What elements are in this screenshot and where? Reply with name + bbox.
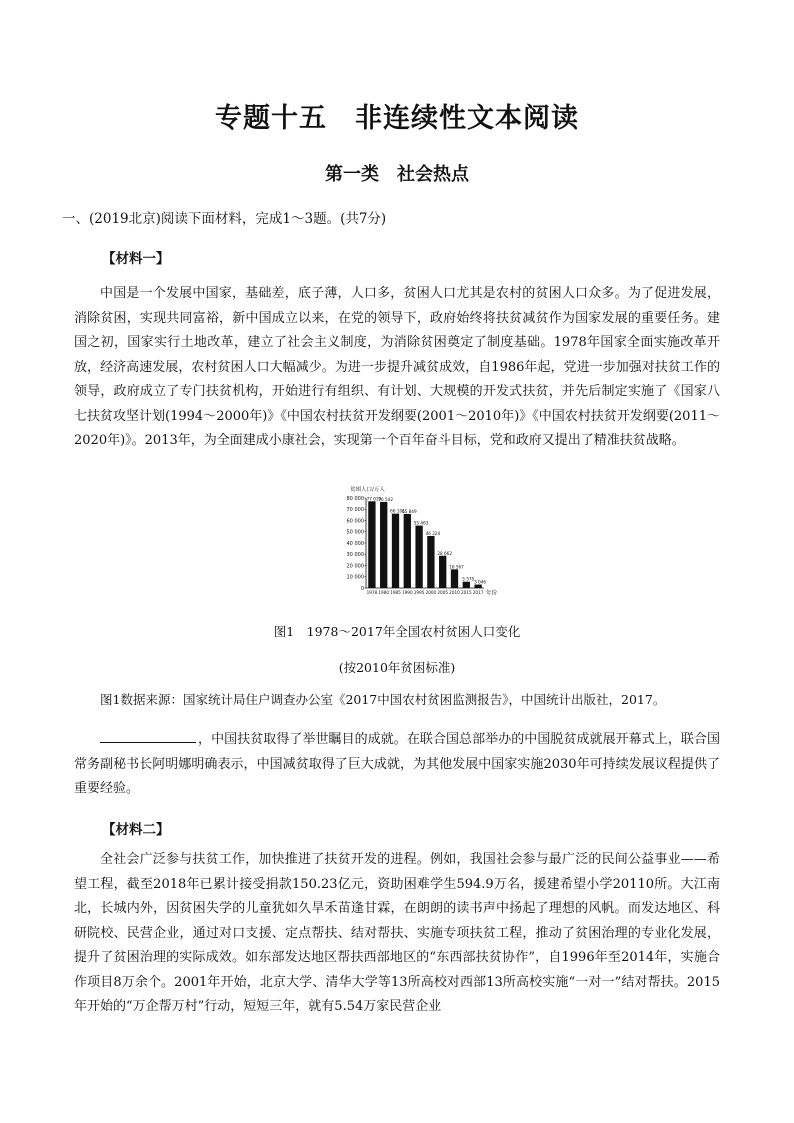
x-tick-label-1985: 1985 <box>390 590 401 595</box>
material1-paragraph2 <box>74 728 720 802</box>
x-tick-label-2015: 2015 <box>460 590 472 595</box>
y-tick-label: 30 000 <box>346 552 364 559</box>
bar-2000 <box>427 536 434 588</box>
poverty-chart <box>338 484 508 600</box>
bar-1990 <box>404 514 411 588</box>
y-tick-label: 10 000 <box>346 574 364 581</box>
x-tick-label-2017: 2017 <box>472 590 484 595</box>
bar-1985 <box>392 514 399 588</box>
page-subtitle: 第一类 社会热点 <box>325 164 469 185</box>
material2-label: 【材料二】 <box>102 822 170 838</box>
y-tick-label: 60 000 <box>346 518 364 525</box>
y-axis-title: 贫困人口/万人 <box>350 487 385 493</box>
x-tick-label-2010: 2010 <box>449 590 460 595</box>
data-label-2015: 5 575 <box>462 576 475 582</box>
data-label-2005: 28 662 <box>437 550 453 556</box>
data-label-1980: 76 542 <box>378 496 394 502</box>
y-tick-label: 50 000 <box>346 529 364 536</box>
data-label-1985: 66 101 <box>390 508 405 514</box>
y-tick-label: 40 000 <box>346 540 364 547</box>
figure-caption-note: (按2010年贫困标准) <box>338 660 456 675</box>
material1-label: 【材料一】 <box>102 251 170 267</box>
x-tick-label-1995: 1995 <box>413 590 425 595</box>
bar-1978 <box>368 501 375 588</box>
data-label-1978: 77 039 <box>366 496 382 502</box>
bar-2015 <box>463 582 470 588</box>
y-tick-label: 0 <box>360 585 364 592</box>
figure-caption: 图1 1978～2017年全国农村贫困人口变化 <box>273 624 521 639</box>
material1-paragraph: 中国是一个发展中国家，基础差，底子薄，人口多，贫困人口尤其是农村的贫困人口众多。为了促进发展，消除贫困，实现共同富裕，新中国成立以来，在党的领导下，政府始终将扶贫减贫作为国家发展的重要任务。建国之初，国家实行土地改革，建立了社会主义制度，为消除贫困奠定了制度基础。1978年国家全面实施改革开放，经济高速发展，农村贫困人口大幅减少。为进一步提升减贫成效，自1986年起，党进一步加强对扶贫工作的领导，政府成立了专门扶贫机构，开始进行有组织、有计划、大规模的开发式扶贫，并先后制定实施了《国家八七扶贫攻坚计划(1994～2000年)》《中国农村扶贫开发纲要(2001～2010年)》《中国农村扶贫开发纲要(2011～2020年)》。2013年，为全面建成小康社会，实现第一个百年奋斗目标，党和政府又提出了精准扶贫战略。 <box>74 286 720 448</box>
y-tick-label: 70 000 <box>346 507 364 514</box>
bar-1980 <box>380 502 387 588</box>
data-label-2000: 46 224 <box>425 530 441 536</box>
x-tick-label-2005: 2005 <box>437 590 449 595</box>
y-tick-label: 80 000 <box>346 495 364 502</box>
bar-2010 <box>451 569 458 588</box>
x-tick-label-2000: 2000 <box>425 590 437 595</box>
y-tick-label: 20 000 <box>346 563 364 570</box>
x-tick-label-1978: 1978 <box>366 590 378 595</box>
x-tick-label-1980: 1980 <box>378 590 390 595</box>
material2-paragraph: 全社会广泛参与扶贫工作，加快推进了扶贫开发的进程。例如，我国社会参与最广泛的民间公益事业——希望工程，截至2018年已累计接受捐款150.23亿元，资助困难学生594.9万名，援建希望小学20110所。大江南北，长城内外，因贫困失学的儿童犹如久旱禾苗逢甘霖，在朗朗的读书声中扬起了理想的风帆。而发达地区、科研院校、民营企业，通过对口支援、定点帮扶、结对帮扶、实施专项扶贫工程，推动了贫困治理的专业化发展，提升了贫困治理的实际成效。如东部发达地区帮扶西部地区的“东西部扶贫协作”，自1996年至2014年，实施合作项目8万余个。2001年开始，北京大学、清华大学等13所高校对西部13所高校实施“一对一”结对帮扶。2015年开始的“万企帮万村”行动，短短三年，就有5.54万家民营企业 <box>74 852 720 1014</box>
figure-source: 图1数据来源：国家统计局住户调查办公室《2017中国农村贫困监测报告》，中国统计出版社，2017。 <box>100 692 666 707</box>
poverty-chart-svg <box>338 484 508 600</box>
question-stem: 一、(2019北京)阅读下面材料，完成1～3题。(共7分) <box>62 211 387 227</box>
data-label-1990: 65 849 <box>401 508 417 514</box>
bar-2017 <box>474 585 481 588</box>
bar-1995 <box>415 526 422 588</box>
data-label-2017: 3 046 <box>474 579 487 585</box>
x-axis-title: 年份 <box>486 590 498 597</box>
page-title: 专题十五 非连续性文本阅读 <box>215 103 579 134</box>
material1-paragraph2-text: ，中国扶贫取得了举世瞩目的成就。在联合国总部举办的中国脱贫成就展开幕式上，联合国常务副秘书长阿明娜明确表示，中国减贫取得了巨大成就，为其他发展中国家实施2030年可持续发展议程提供了重要经验。 <box>74 732 720 796</box>
x-tick-label-1990: 1990 <box>401 590 413 595</box>
fill-in-blank[interactable] <box>100 728 196 743</box>
bar-2005 <box>439 556 446 588</box>
data-label-2010: 16 567 <box>449 564 464 570</box>
data-label-1995: 55 463 <box>413 520 429 526</box>
